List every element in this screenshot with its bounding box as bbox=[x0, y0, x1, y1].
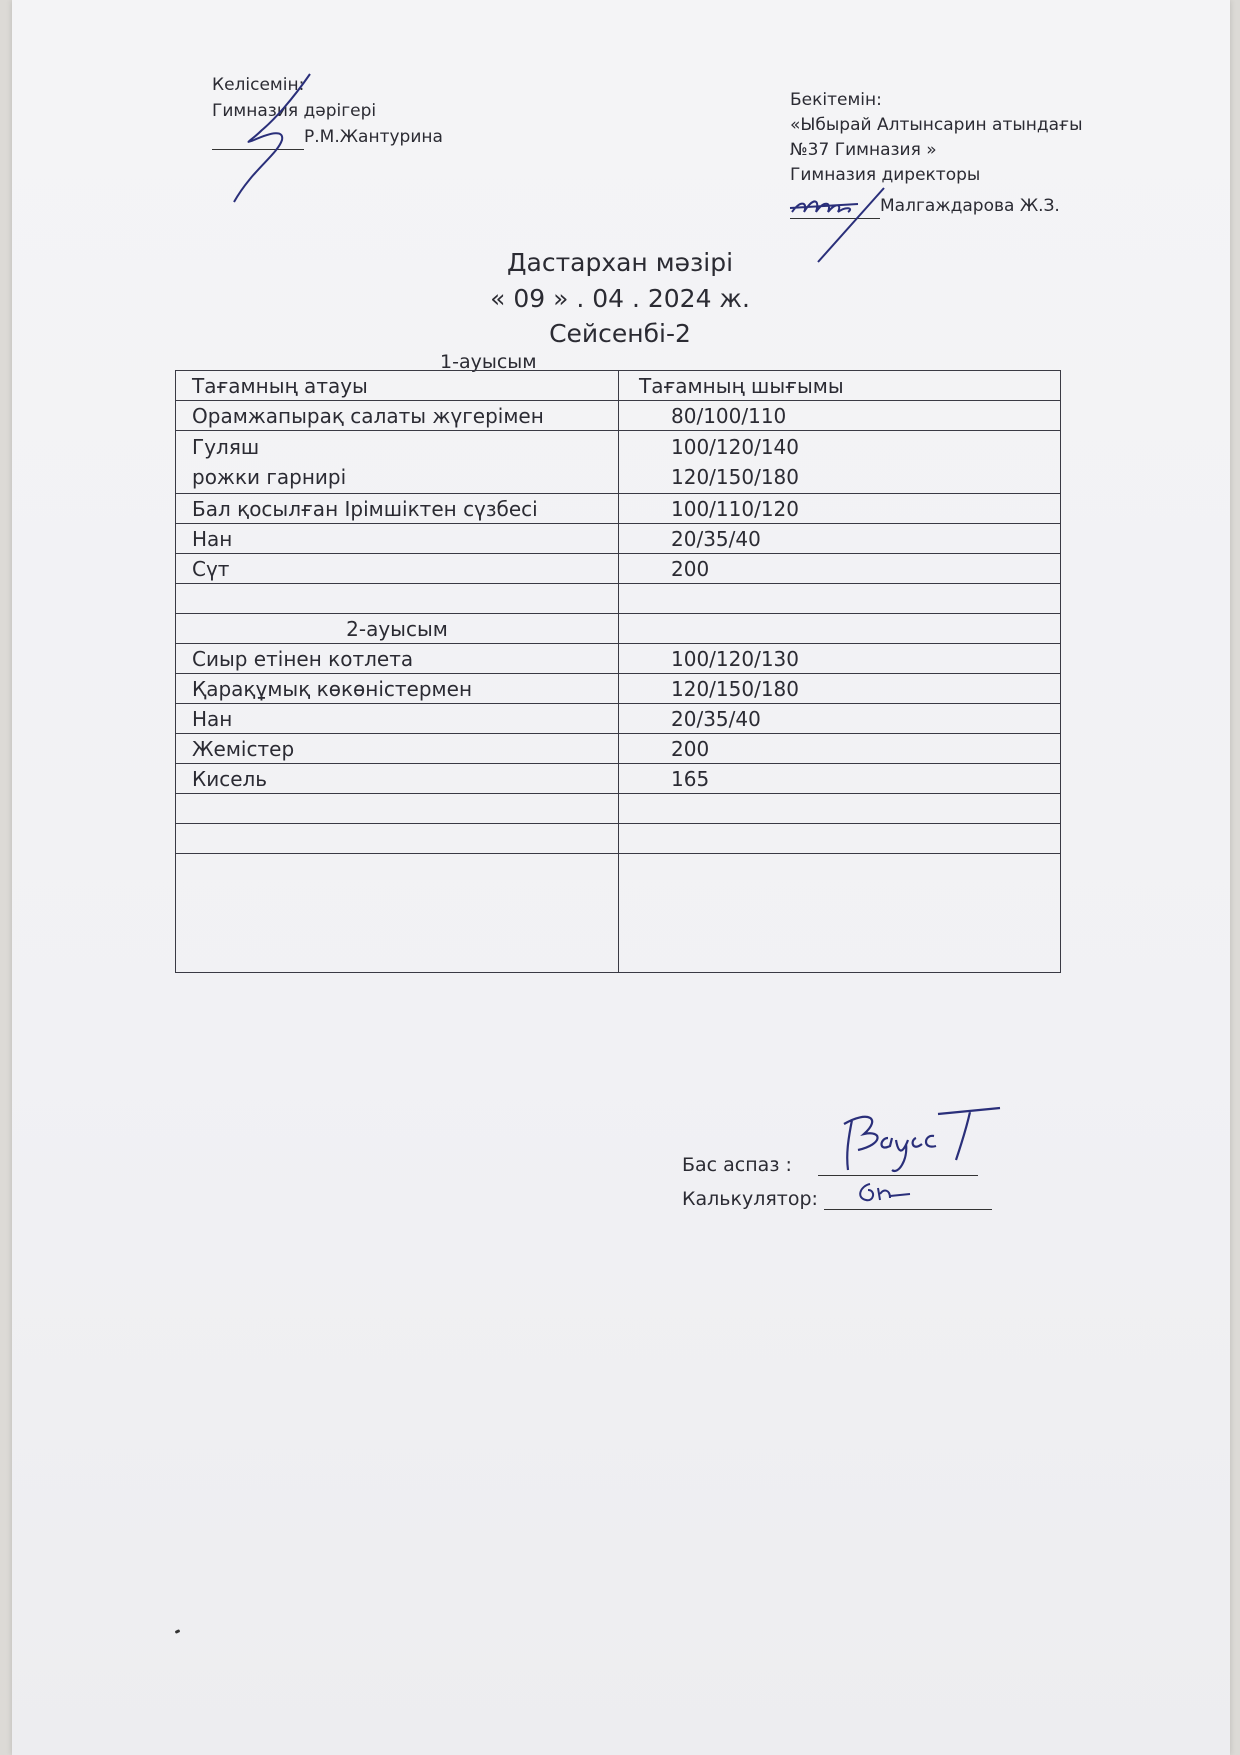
dish-yield: 100/110/120 bbox=[619, 494, 1061, 524]
dish-yield: 100/120/130 bbox=[619, 644, 1061, 674]
calculator-label: Калькулятор: bbox=[682, 1188, 818, 1210]
empty-cell bbox=[619, 794, 1061, 824]
table-row bbox=[176, 494, 1061, 524]
table-row bbox=[176, 431, 1061, 494]
dish-yield bbox=[619, 431, 1061, 494]
menu-table bbox=[175, 370, 1061, 973]
approval-right-gymnasium: №37 Гимназия » bbox=[790, 140, 937, 160]
dish-yield: 200 bbox=[619, 734, 1061, 764]
dish-yield: 20/35/40 bbox=[619, 524, 1061, 554]
dish-name: Нан bbox=[176, 704, 619, 734]
column-header-yield: Тағамның шығымы bbox=[619, 371, 1061, 401]
dish-yield: 200 bbox=[619, 554, 1061, 584]
calculator-signature bbox=[850, 1180, 930, 1210]
table-row bbox=[176, 644, 1061, 674]
empty-cell bbox=[619, 584, 1061, 614]
table-row bbox=[176, 401, 1061, 431]
table-row bbox=[176, 554, 1061, 584]
dish-name-main: Гуляш bbox=[192, 435, 260, 459]
approval-left-name: Р.М.Жантурина bbox=[304, 127, 443, 147]
table-row-empty bbox=[176, 854, 1061, 973]
dish-yield-side: 120/150/180 bbox=[671, 465, 799, 489]
empty-cell bbox=[619, 854, 1061, 973]
table-row bbox=[176, 764, 1061, 794]
table-row-empty bbox=[176, 584, 1061, 614]
shift2-label: 2-ауысым bbox=[176, 614, 619, 644]
dish-yield: 20/35/40 bbox=[619, 704, 1061, 734]
dish-name: Сүт bbox=[176, 554, 619, 584]
dish-yield: 165 bbox=[619, 764, 1061, 794]
dish-name: Бал қосылған Ірімшіктен сүзбесі bbox=[176, 494, 619, 524]
approval-right-school: «Ыбырай Алтынсарин атындағы bbox=[790, 115, 1083, 135]
page-title: Дастархан мәзірі bbox=[506, 248, 734, 277]
chef-label: Бас аспаз : bbox=[682, 1154, 792, 1176]
table-row-empty bbox=[176, 824, 1061, 854]
dish-name: Сиыр етінен котлета bbox=[176, 644, 619, 674]
dish-name-side: рожки гарнирі bbox=[192, 465, 347, 489]
table-row bbox=[176, 524, 1061, 554]
approval-left-role: Гимназия дәрігері bbox=[212, 101, 377, 121]
dish-name: Қарақұмық көкөністермен bbox=[176, 674, 619, 704]
table-row bbox=[176, 674, 1061, 704]
approval-left-title: Келісемін: bbox=[212, 75, 305, 95]
table-row bbox=[176, 734, 1061, 764]
doctor-signature bbox=[222, 70, 322, 210]
calculator-signature-line bbox=[682, 1188, 992, 1210]
chef-signature bbox=[838, 1100, 1008, 1180]
table-row-empty bbox=[176, 794, 1061, 824]
shift2-row bbox=[176, 614, 1061, 644]
menu-day: Сейсенбі-2 bbox=[549, 319, 691, 348]
dish-name bbox=[176, 431, 619, 494]
approval-right-name: Малгаждарова Ж.З. bbox=[880, 196, 1060, 216]
empty-cell bbox=[176, 584, 619, 614]
dish-yield-main: 100/120/140 bbox=[671, 435, 799, 459]
dish-name: Жемістер bbox=[176, 734, 619, 764]
approval-right-role: Гимназия директоры bbox=[790, 165, 981, 185]
menu-date: « 09 » . 04 . 2024 ж. bbox=[490, 284, 750, 313]
dish-name: Нан bbox=[176, 524, 619, 554]
empty-cell bbox=[176, 824, 619, 854]
empty-cell bbox=[619, 614, 1061, 644]
dish-yield: 80/100/110 bbox=[619, 401, 1061, 431]
empty-cell bbox=[619, 824, 1061, 854]
empty-cell bbox=[176, 794, 619, 824]
dish-name: Кисель bbox=[176, 764, 619, 794]
approval-right-title: Бекітемін: bbox=[790, 90, 882, 110]
shift1-label: 1-ауысым bbox=[440, 351, 537, 373]
table-row bbox=[176, 704, 1061, 734]
dish-name: Орамжапырақ салаты жүгерімен bbox=[176, 401, 619, 431]
column-header-name: Тағамның атауы bbox=[176, 371, 619, 401]
empty-cell bbox=[176, 854, 619, 973]
table-header-row bbox=[176, 371, 1061, 401]
dish-yield: 120/150/180 bbox=[619, 674, 1061, 704]
